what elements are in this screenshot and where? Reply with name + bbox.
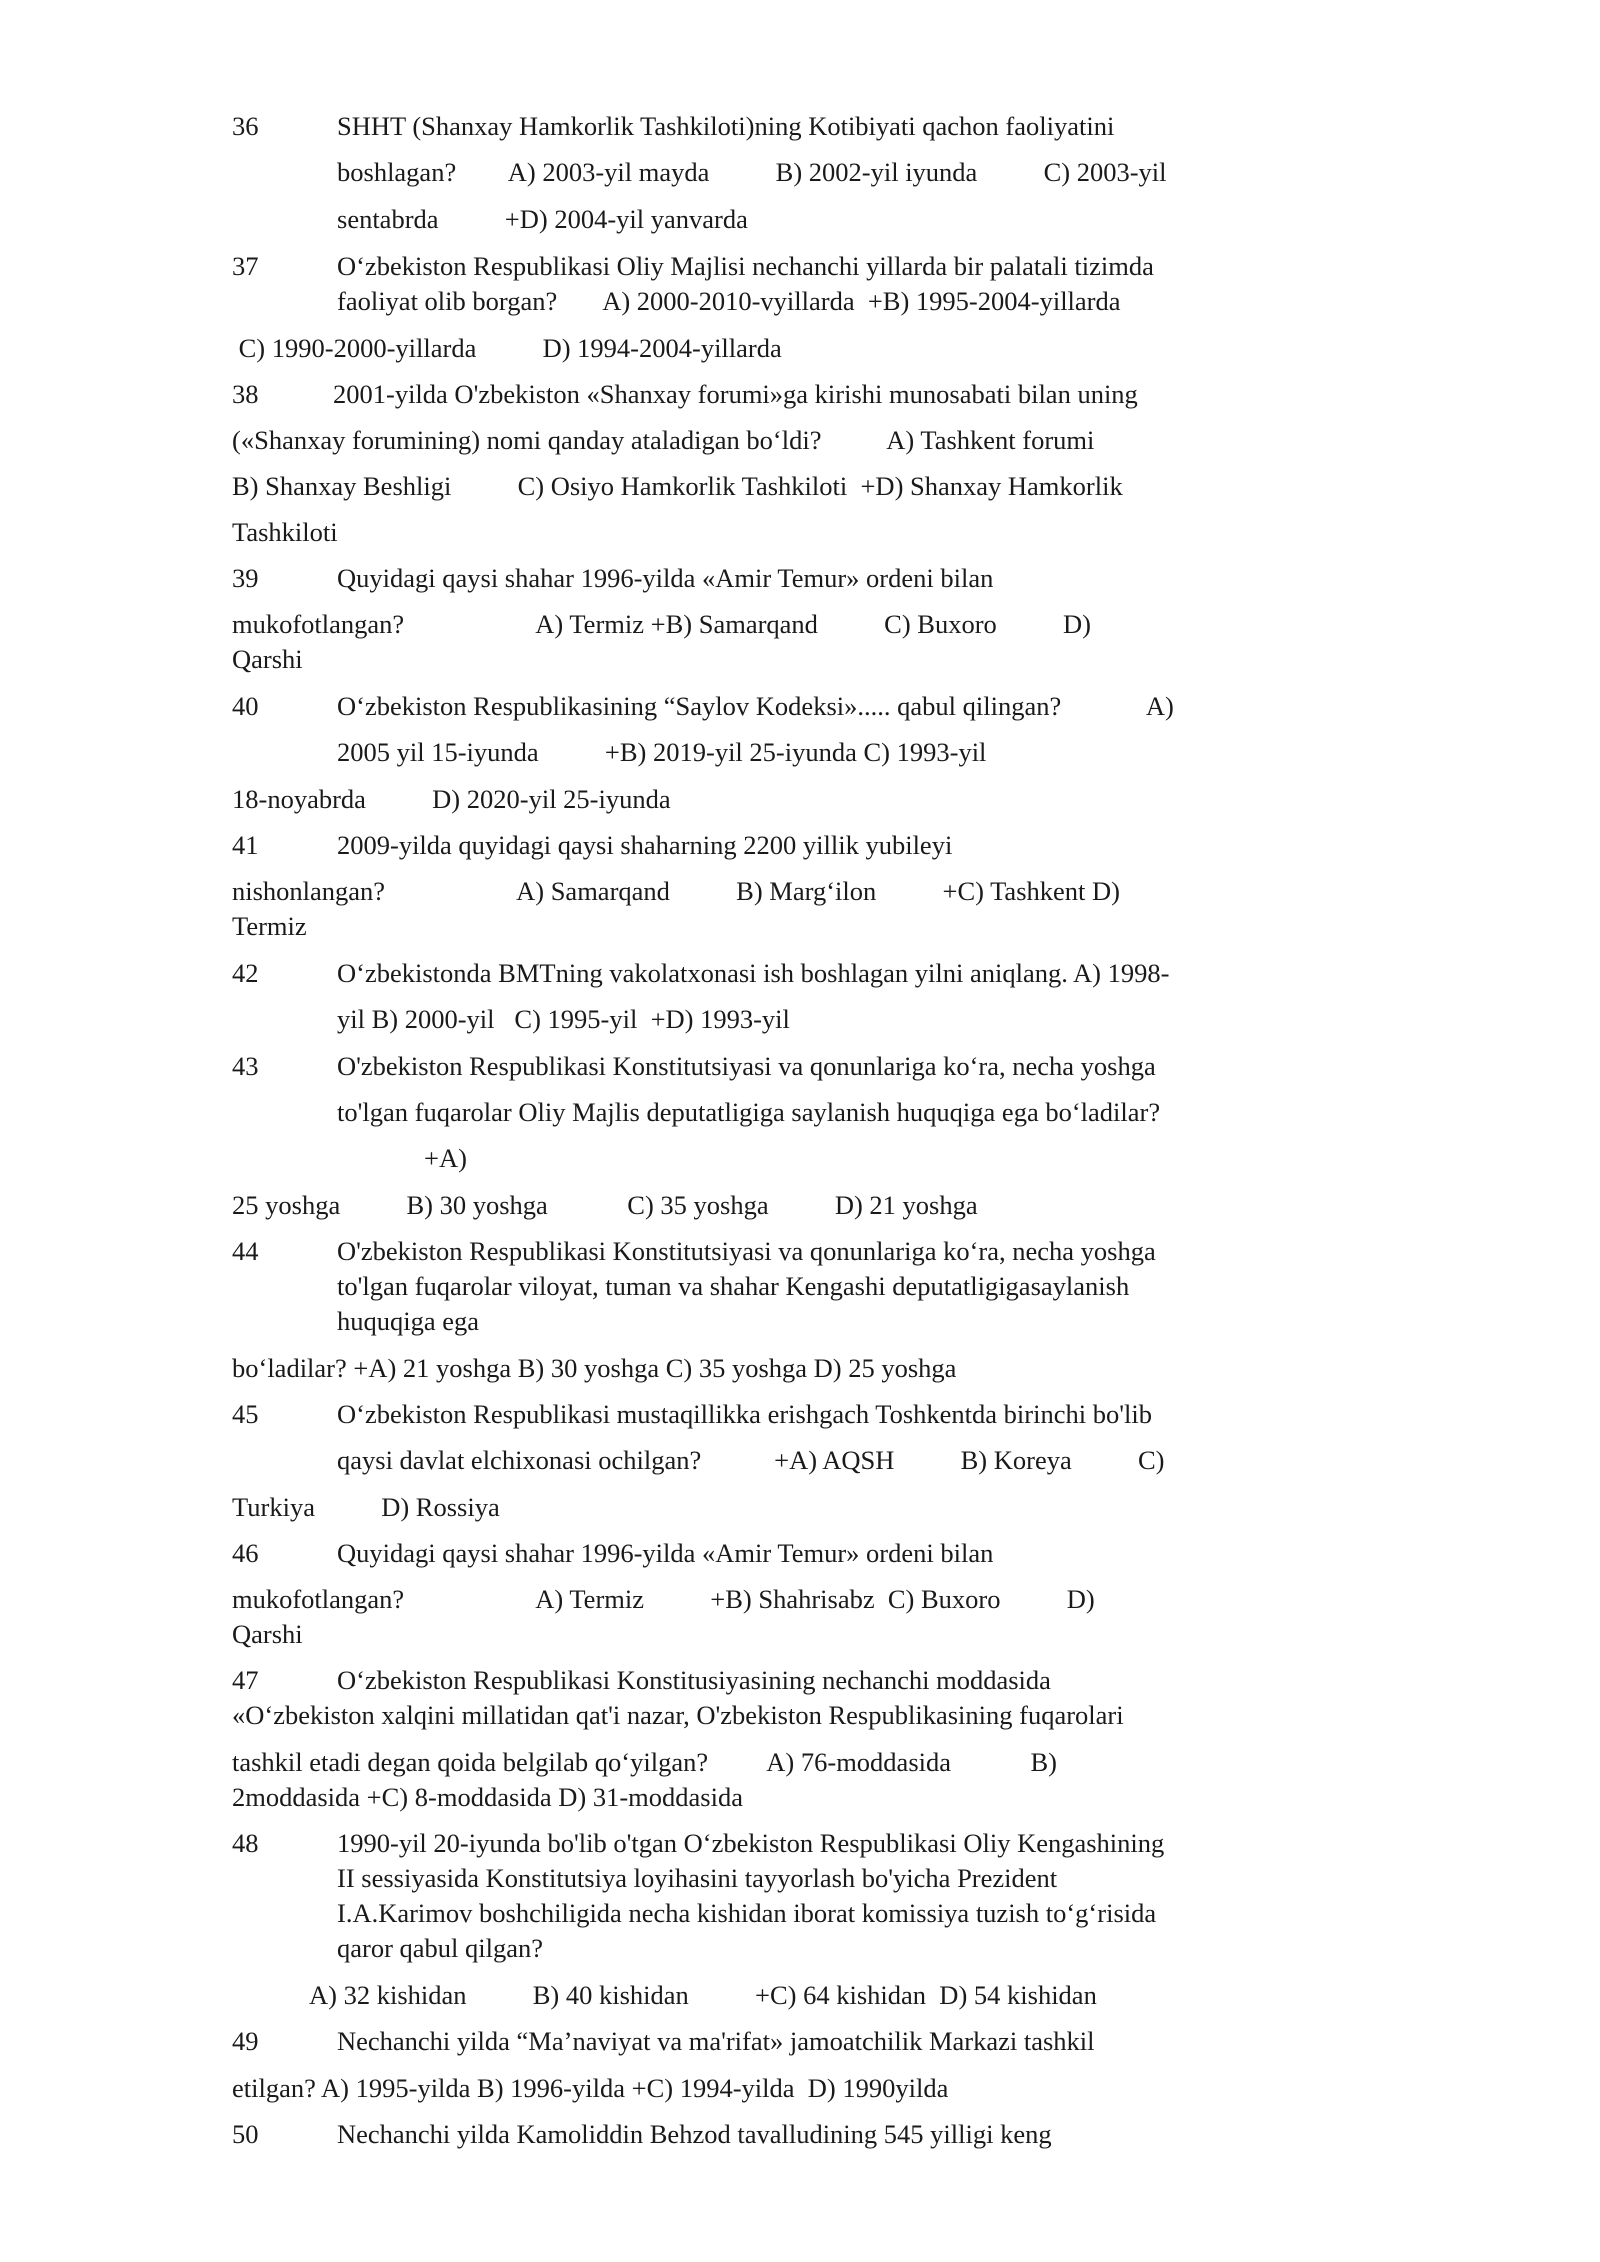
question-text: +A) (424, 1143, 467, 1173)
question-number: 40 (232, 691, 259, 721)
question-text: faoliyat olib borgan? A) 2000-2010-vyillarda +B) 1995-2004-yillarda (337, 286, 1121, 316)
question-number: 47 (232, 1665, 259, 1695)
question-text: O'zbekiston Respublikasi Konstitutsiyasi va qonunlariga ko‘ra, necha yoshga (337, 1051, 1156, 1081)
question-text: O‘zbekiston Respublikasi mustaqillikka erishgach Toshkentda birinchi bo'lib (337, 1399, 1152, 1429)
question-text: O‘zbekistonda BMTning vakolatxonasi ish boshlagan yilni aniqlang. A) 1998- (337, 958, 1170, 988)
question-text: SHHT (Shanxay Hamkorlik Tashkiloti)ning Kotibiyati qachon faoliyatini (337, 111, 1115, 141)
question-text: etilgan? A) 1995-yilda B) 1996-yilda +C) 1994-yilda D) 1990yilda (232, 2073, 949, 2103)
question-text: to'lgan fuqarolar viloyat, tuman va shahar Kengashi deputatligigasaylanish (337, 1271, 1130, 1301)
question-text: 2moddasida +C) 8-moddasida D) 31-moddasida (232, 1782, 743, 1812)
question-text: 2005 yil 15-iyunda +B) 2019-yil 25-iyunda C) 1993-yil (337, 737, 987, 767)
question-text: 2001-yilda O'zbekiston «Shanxay forumi»ga kirishi munosabati bilan uning (333, 379, 1138, 409)
question-text: O‘zbekiston Respublikasining “Saylov Kodeksi»..... qabul qilingan? A) (337, 691, 1174, 721)
question-text: Termiz (232, 911, 307, 941)
question-text: huquqiga ega (337, 1306, 480, 1336)
question-number: 38 (232, 379, 259, 409)
question-text: Tashkiloti (232, 517, 338, 547)
question-text: to'lgan fuqarolar Oliy Majlis deputatligiga saylanish huquqiga ega bo‘ladilar? (337, 1097, 1161, 1127)
question-text: C) 1990-2000-yillarda D) 1994-2004-yillarda (232, 333, 782, 363)
question-text: II sessiyasida Konstitutsiya loyihasini tayyorlash bo'yicha Prezident (337, 1863, 1058, 1893)
question-number: 42 (232, 958, 259, 988)
question-number: 37 (232, 251, 259, 281)
question-text: 18-noyabrda D) 2020-yil 25-iyunda (232, 784, 671, 814)
question-text: Nechanchi yilda Kamoliddin Behzod tavalludining 545 yilligi keng (337, 2119, 1052, 2149)
question-text: («Shanxay forumining) nomi qanday ataladigan bo‘ldi? A) Tashkent forumi (232, 425, 1095, 455)
question-text: O‘zbekiston Respublikasi Oliy Majlisi nechanchi yillarda bir palatali tizimda (337, 251, 1154, 281)
question-number: 45 (232, 1399, 259, 1429)
question-text: B) Shanxay Beshligi C) Osiyo Hamkorlik Tashkiloti +D) Shanxay Hamkorlik (232, 471, 1123, 501)
question-text: O‘zbekiston Respublikasi Konstitusiyasining nechanchi moddasida (337, 1665, 1051, 1695)
question-number: 50 (232, 2119, 259, 2149)
question-text: O'zbekiston Respublikasi Konstitutsiyasi va qonunlariga ko‘ra, necha yoshga (337, 1236, 1156, 1266)
question-text: yil B) 2000-yil C) 1995-yil +D) 1993-yil (337, 1004, 790, 1034)
question-text: A) 32 kishidan B) 40 kishidan +C) 64 kishidan D) 54 kishidan (309, 1980, 1097, 2010)
question-text: Quyidagi qaysi shahar 1996-yilda «Amir Temur» ordeni bilan (337, 563, 994, 593)
question-text: qaysi davlat elchixonasi ochilgan? +A) AQSH B) Koreya C) (337, 1445, 1165, 1475)
question-text: 25 yoshga B) 30 yoshga C) 35 yoshga D) 21 yoshga (232, 1190, 978, 1220)
question-text: qaror qabul qilgan? (337, 1933, 544, 1963)
question-number: 49 (232, 2026, 259, 2056)
question-number: 44 (232, 1236, 259, 1266)
question-text: 2009-yilda quyidagi qaysi shaharning 2200 yillik yubileyi (337, 830, 953, 860)
question-text: sentabrda +D) 2004-yil yanvarda (337, 204, 748, 234)
question-text: nishonlangan? A) Samarqand B) Marg‘ilon +C) Tashkent D) (232, 876, 1120, 906)
question-text: Turkiya D) Rossiya (232, 1492, 500, 1522)
question-text: Quyidagi qaysi shahar 1996-yilda «Amir Temur» ordeni bilan (337, 1538, 994, 1568)
question-text: mukofotlangan? A) Termiz +B) Samarqand C) Buxoro D) (232, 609, 1091, 639)
question-text: Qarshi (232, 1619, 303, 1649)
question-number: 36 (232, 111, 259, 141)
question-text: tashkil etadi degan qoida belgilab qo‘yilgan? A) 76-moddasida B) (232, 1747, 1058, 1777)
question-text: Nechanchi yilda “Ma’naviyat va ma'rifat» jamoatchilik Markazi tashkil (337, 2026, 1095, 2056)
question-number: 41 (232, 830, 259, 860)
question-text: boshlagan? A) 2003-yil mayda B) 2002-yil iyunda C) 2003-yil (337, 157, 1167, 187)
question-text: I.A.Karimov boshchiligida necha kishidan iborat komissiya tuzish to‘g‘risida (337, 1898, 1157, 1928)
question-text: mukofotlangan? A) Termiz +B) Shahrisabz C) Buxoro D) (232, 1584, 1095, 1614)
question-number: 43 (232, 1051, 259, 1081)
question-number: 48 (232, 1828, 259, 1858)
question-text: «O‘zbekiston xalqini millatidan qat'i nazar, O'zbekiston Respublikasining fuqarolari (232, 1700, 1124, 1730)
question-text: bo‘ladilar? +A) 21 yoshga B) 30 yoshga C) 35 yoshga D) 25 yoshga (232, 1353, 957, 1383)
question-text: Qarshi (232, 644, 303, 674)
question-text: 1990-yil 20-iyunda bo'lib o'tgan O‘zbekiston Respublikasi Oliy Kengashining (337, 1828, 1165, 1858)
question-number: 39 (232, 563, 259, 593)
question-number: 46 (232, 1538, 259, 1568)
